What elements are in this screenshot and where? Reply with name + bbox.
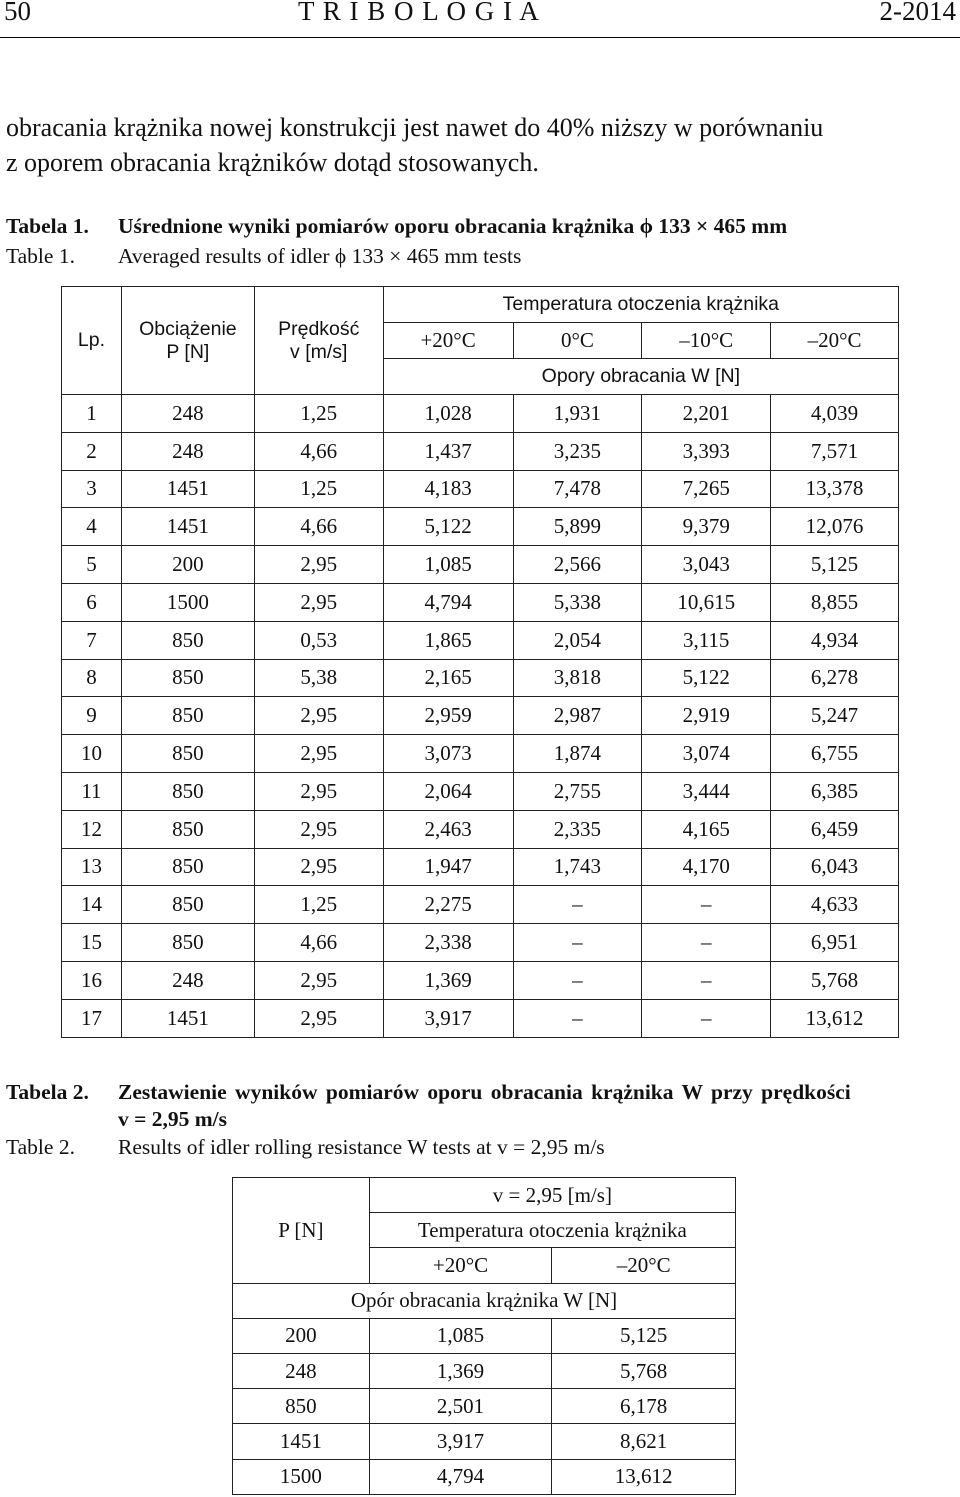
table-cell: 5,338 — [513, 583, 642, 621]
paragraph-line-2: z oporem obracania krążników dotąd stosowanych. — [6, 148, 539, 177]
table1-pl-title: Uśrednione wyniki pomiarów oporu obracania krążnika ϕ 133 × 465 mm — [118, 214, 788, 238]
header-temp-0: 0°C — [513, 323, 642, 359]
table-cell: 4,794 — [369, 1459, 552, 1494]
table-cell: 2,95 — [254, 735, 383, 773]
table-cell: 5,768 — [552, 1353, 736, 1388]
table-cell: 850 — [233, 1389, 370, 1424]
table-cell: 3,235 — [513, 432, 642, 470]
table-cell: 2,501 — [369, 1389, 552, 1424]
table-cell: 1,085 — [369, 1318, 552, 1353]
table-cell: 1451 — [121, 470, 254, 508]
table-cell: 4,170 — [642, 848, 771, 886]
header-load-unit: P [N] — [166, 340, 210, 363]
table-cell: 2,054 — [513, 621, 642, 659]
table-cell: 4,183 — [383, 470, 513, 508]
table-cell: 5 — [62, 546, 122, 584]
table-cell: 9,379 — [642, 508, 771, 546]
table-cell: 0,53 — [254, 621, 383, 659]
table-cell: – — [513, 961, 642, 999]
table-cell: 12,076 — [771, 508, 899, 546]
table-row — [62, 546, 899, 584]
table-cell: 6,043 — [771, 848, 899, 886]
header-rule — [0, 37, 960, 38]
table-row — [62, 621, 899, 659]
table-cell: 2 — [62, 432, 122, 470]
header-temp-minus10: –10°C — [642, 323, 771, 359]
table-cell: 6,385 — [771, 772, 899, 810]
table-cell: 14 — [62, 886, 122, 924]
table-cell: 1451 — [121, 999, 254, 1037]
header-load — [121, 287, 254, 395]
table2-en-label: Table 2. — [6, 1135, 75, 1159]
table2-pl-label: Tabela 2. — [6, 1080, 89, 1104]
table-cell: 16 — [62, 961, 122, 999]
table-cell: 13,612 — [552, 1459, 736, 1494]
table-cell: 2,165 — [383, 659, 513, 697]
header-resistance: Opory obracania W [N] — [383, 359, 898, 395]
table-cell: – — [513, 886, 642, 924]
table-cell: 1,437 — [383, 432, 513, 470]
table-cell: 6,755 — [771, 735, 899, 773]
table1-en-label: Table 1. — [6, 244, 75, 268]
table-cell: 1,25 — [254, 470, 383, 508]
table-cell: 248 — [121, 395, 254, 433]
table-cell: 2,463 — [383, 810, 513, 848]
table-cell: 1,743 — [513, 848, 642, 886]
table-row — [62, 810, 899, 848]
table-cell: 3,444 — [642, 772, 771, 810]
table-cell: 2,95 — [254, 697, 383, 735]
table-cell: 10 — [62, 735, 122, 773]
table-cell: 2,064 — [383, 772, 513, 810]
table-cell: 4 — [62, 508, 122, 546]
table-cell: 1,874 — [513, 735, 642, 773]
table-cell: 3,115 — [642, 621, 771, 659]
table2-pl-title-cont: v = 2,95 m/s — [118, 1107, 228, 1131]
table-cell: 13,612 — [771, 999, 899, 1037]
t2-header-speed: v = 2,95 [m/s] — [369, 1178, 735, 1213]
table-cell: 1451 — [121, 508, 254, 546]
table-cell: 5,768 — [771, 961, 899, 999]
table-cell: 2,95 — [254, 810, 383, 848]
table-cell: 4,165 — [642, 810, 771, 848]
table-cell: 9 — [62, 697, 122, 735]
table-cell: 5,899 — [513, 508, 642, 546]
table-cell: 11 — [62, 772, 122, 810]
page-number: 50 — [4, 0, 31, 26]
table-cell: 12 — [62, 810, 122, 848]
body-paragraph — [6, 110, 956, 180]
table-cell: 17 — [62, 999, 122, 1037]
table-cell: 2,335 — [513, 810, 642, 848]
table-cell: 1,25 — [254, 886, 383, 924]
table-cell: 8,621 — [552, 1424, 736, 1459]
t2-header-load: P [N] — [233, 1178, 370, 1284]
table-cell: 4,039 — [771, 395, 899, 433]
table-cell: 4,934 — [771, 621, 899, 659]
table-cell: 6,459 — [771, 810, 899, 848]
issue-number: 2-2014 — [879, 0, 956, 26]
header-speed-label: Prędkość — [278, 317, 360, 340]
table-cell: 10,615 — [642, 583, 771, 621]
table-cell: 5,125 — [771, 546, 899, 584]
header-temp-minus20: –20°C — [771, 323, 899, 359]
table-cell: 850 — [121, 621, 254, 659]
table-cell: 8 — [62, 659, 122, 697]
table-cell: 1,931 — [513, 395, 642, 433]
table-cell: 3,073 — [383, 735, 513, 773]
table-cell: 1,369 — [369, 1353, 552, 1388]
table-row — [233, 1389, 736, 1424]
paragraph-line-1: obracania krążnika nowej konstrukcji jest nawet do 40% niższy w porównaniu — [6, 113, 824, 142]
table-cell: 5,247 — [771, 697, 899, 735]
header-speed — [254, 287, 383, 395]
table-row — [233, 1353, 736, 1388]
table-cell: 1451 — [233, 1424, 370, 1459]
journal-title: T R I B O L O G I A — [298, 0, 540, 26]
table-cell: 850 — [121, 924, 254, 962]
t2-header-temp-plus20: +20°C — [369, 1248, 552, 1283]
table-cell: 2,275 — [383, 886, 513, 924]
table-cell: 15 — [62, 924, 122, 962]
table-row — [62, 432, 899, 470]
table-cell: 248 — [233, 1353, 370, 1388]
table-row — [62, 697, 899, 735]
table-cell: 850 — [121, 848, 254, 886]
table-cell: 1,865 — [383, 621, 513, 659]
table-cell: 2,95 — [254, 583, 383, 621]
table-cell: – — [642, 961, 771, 999]
table-cell: 1500 — [121, 583, 254, 621]
table-cell: 2,95 — [254, 848, 383, 886]
table-row — [62, 395, 899, 433]
table-cell: 6,278 — [771, 659, 899, 697]
table-cell: – — [642, 999, 771, 1037]
table-row — [62, 772, 899, 810]
table-cell: 3 — [62, 470, 122, 508]
table-row — [233, 1459, 736, 1494]
table-cell: 5,125 — [552, 1318, 736, 1353]
table-cell: 4,794 — [383, 583, 513, 621]
table-cell: 2,201 — [642, 395, 771, 433]
table-cell: 2,987 — [513, 697, 642, 735]
t2-header-temperature: Temperatura otoczenia krążnika — [369, 1213, 735, 1248]
table-cell: – — [513, 999, 642, 1037]
table-cell: 850 — [121, 697, 254, 735]
table-cell: 1500 — [233, 1459, 370, 1494]
header-lp: Lp. — [62, 287, 122, 395]
table1-pl-label: Tabela 1. — [6, 214, 89, 238]
header-load-label: Obciążenie — [139, 317, 237, 340]
table-cell: 200 — [121, 546, 254, 584]
table2-pl-title: Zestawienie wyników pomiarów oporu obracania krążnika W przy prędkości — [118, 1080, 851, 1104]
table-cell: 1,085 — [383, 546, 513, 584]
table-cell: 2,95 — [254, 772, 383, 810]
table-cell: 7,571 — [771, 432, 899, 470]
table-cell: 3,074 — [642, 735, 771, 773]
table-row — [233, 1318, 736, 1353]
page-header — [0, 0, 960, 40]
table-cell: 4,66 — [254, 432, 383, 470]
table-cell: 4,66 — [254, 508, 383, 546]
table-cell: 2,755 — [513, 772, 642, 810]
table-cell: 6 — [62, 583, 122, 621]
table-cell: 3,818 — [513, 659, 642, 697]
table-cell: 2,959 — [383, 697, 513, 735]
table-cell: 1 — [62, 395, 122, 433]
table-cell: 850 — [121, 886, 254, 924]
table-cell: 5,38 — [254, 659, 383, 697]
table-cell: 3,917 — [383, 999, 513, 1037]
table-cell: 3,043 — [642, 546, 771, 584]
table-cell: 13,378 — [771, 470, 899, 508]
table-cell: 3,393 — [642, 432, 771, 470]
table-cell: 13 — [62, 848, 122, 886]
table-cell: 6,178 — [552, 1389, 736, 1424]
results-table-1 — [61, 286, 899, 1038]
table-cell: 2,95 — [254, 546, 383, 584]
table-row — [62, 961, 899, 999]
table-cell: 4,633 — [771, 886, 899, 924]
table-row — [62, 999, 899, 1037]
table2-en-title: Results of idler rolling resistance W tests at v = 2,95 m/s — [118, 1135, 605, 1159]
table-cell: 200 — [233, 1318, 370, 1353]
table-row — [233, 1424, 736, 1459]
header-temperature: Temperatura otoczenia krążnika — [383, 287, 898, 323]
table-cell: 2,95 — [254, 961, 383, 999]
table1-caption — [6, 211, 956, 271]
table-cell: 248 — [121, 432, 254, 470]
table-cell: 850 — [121, 810, 254, 848]
table-cell: 850 — [121, 735, 254, 773]
table-cell: 7 — [62, 621, 122, 659]
table-cell: 248 — [121, 961, 254, 999]
table-cell: – — [513, 924, 642, 962]
table-cell: 2,95 — [254, 999, 383, 1037]
results-table-2 — [232, 1177, 736, 1495]
table-row — [62, 470, 899, 508]
table-cell: 2,566 — [513, 546, 642, 584]
table-row — [62, 583, 899, 621]
table-cell: 850 — [121, 659, 254, 697]
table-row — [62, 848, 899, 886]
table-row — [62, 924, 899, 962]
table-cell: 4,66 — [254, 924, 383, 962]
table-cell: 6,951 — [771, 924, 899, 962]
table-cell: 1,947 — [383, 848, 513, 886]
table-cell: – — [642, 924, 771, 962]
table-cell: 1,028 — [383, 395, 513, 433]
t2-header-temp-minus20: –20°C — [552, 1248, 736, 1283]
table-cell: 5,122 — [642, 659, 771, 697]
table-cell: 8,855 — [771, 583, 899, 621]
table-row — [62, 659, 899, 697]
table-cell: 1,369 — [383, 961, 513, 999]
table-row — [62, 886, 899, 924]
header-speed-unit: v [m/s] — [290, 340, 348, 363]
table-cell: 5,122 — [383, 508, 513, 546]
header-temp-plus20: +20°C — [383, 323, 513, 359]
table1-en-title: Averaged results of idler ϕ 133 × 465 mm tests — [118, 244, 522, 268]
table-cell: 7,265 — [642, 470, 771, 508]
table-cell: 850 — [121, 772, 254, 810]
table-row — [62, 508, 899, 546]
table-row — [62, 735, 899, 773]
t2-header-resistance: Opór obracania krążnika W [N] — [233, 1283, 736, 1318]
table-cell: 2,338 — [383, 924, 513, 962]
table-cell: 3,917 — [369, 1424, 552, 1459]
table-cell: – — [642, 886, 771, 924]
table2-caption — [6, 1077, 956, 1167]
table-cell: 7,478 — [513, 470, 642, 508]
table-cell: 2,919 — [642, 697, 771, 735]
table-cell: 1,25 — [254, 395, 383, 433]
